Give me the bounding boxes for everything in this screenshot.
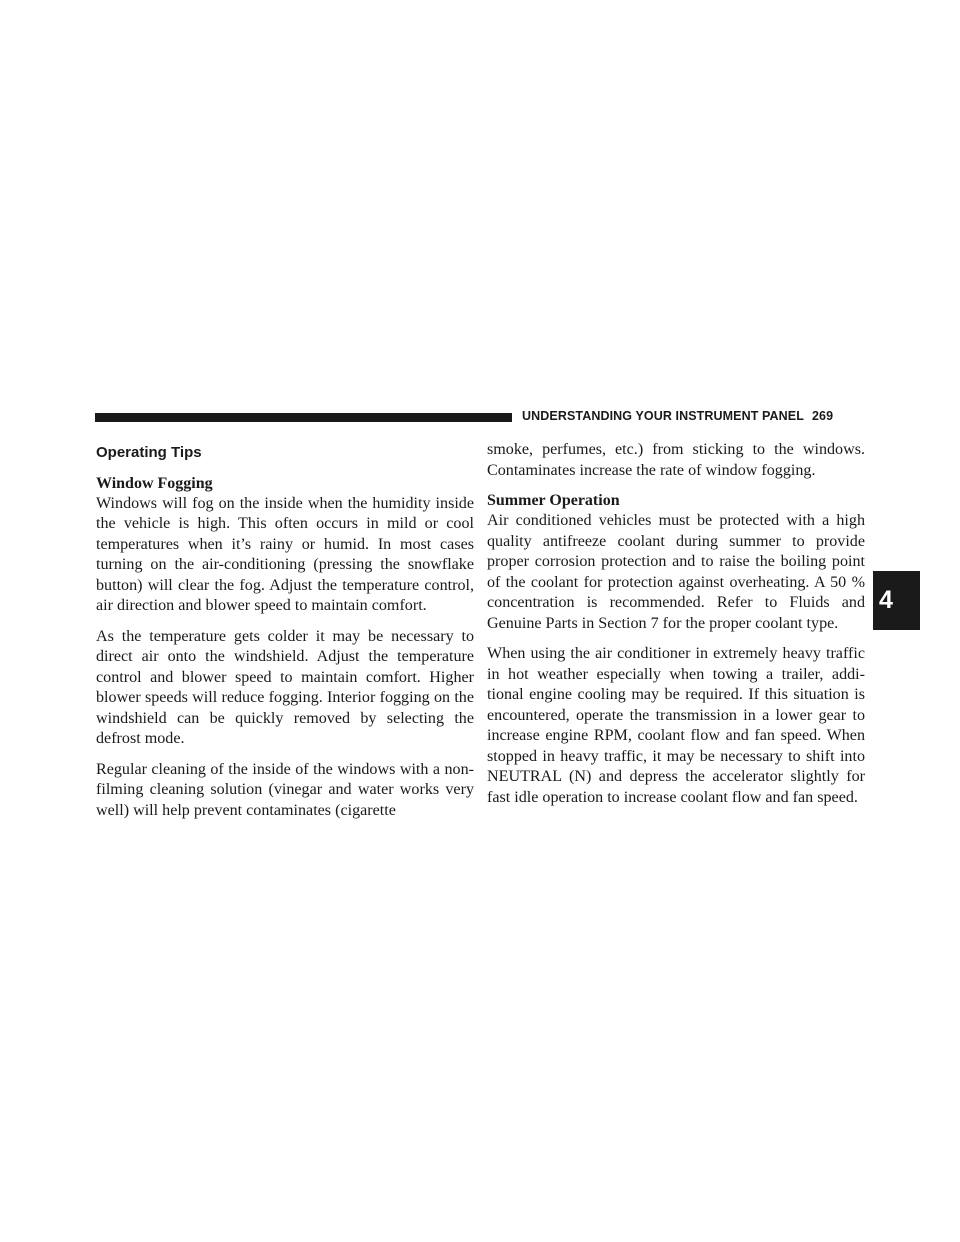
page-header xyxy=(522,409,872,423)
paragraph-continuation: smoke, perfumes, etc.) from sticking to the windows. Contaminates increase the rate of window fogging. xyxy=(487,441,865,479)
section-tab: 4 xyxy=(873,571,920,630)
subheading-summer-operation: Summer Operation xyxy=(487,492,620,509)
paragraph: Regular cleaning of the inside of the windows with a non-filming cleaning solution (vinegar and water works very well) will help prevent contaminates (cigarette xyxy=(96,760,474,819)
right-column xyxy=(487,440,865,818)
page-number: 269 xyxy=(811,409,834,423)
paragraph: Windows will fog on the inside when the humidity inside the vehicle is high. This often occurs in mild or cool temperatures when it’s rainy or humid. In most cases turning on the air-conditioning (pressing the snowflake button) will clear the fog. Adjust the temperature control, air direction and blower speed to maintain comfort. xyxy=(96,494,474,614)
paragraph: When using the air conditioner in extremely heavy traffic in hot weather especially when towing a trailer, addi-tional engine cooling may be required. If this situation is encountered, operate the transmission in a lower gear to increase engine RPM, coolant flow and fan speed. When stopped in heavy traffic, it may be necessary to shift into NEUTRAL (N) and depress the accelerator slightly for fast idle operation to increase coolant flow and fan speed. xyxy=(487,645,865,806)
left-column xyxy=(96,440,474,821)
header-rule xyxy=(95,413,512,422)
subheading-window-fogging: Window Fogging xyxy=(96,474,213,492)
paragraph: Air conditioned vehicles must be protected with a high quality antifreeze coolant during summer to provide proper corrosion protection and to raise the boiling point of the coolant for protection against overheating. A 50 % concentration is recommended. Refer to Fluids and Genuine Parts in Section 7 for the proper coolant type. xyxy=(487,512,865,632)
section-title: Operating Tips xyxy=(96,444,202,461)
header-title: UNDERSTANDING YOUR INSTRUMENT PANEL xyxy=(522,409,804,423)
paragraph: As the temperature gets colder it may be necessary to direct air onto the windshield. Adjust the temperature control and blower speed to maintain comfort. Higher blower speeds will reduce fogging. Interior fogging on the windshield can be quickly removed by selecting the defrost mode. xyxy=(96,627,474,747)
